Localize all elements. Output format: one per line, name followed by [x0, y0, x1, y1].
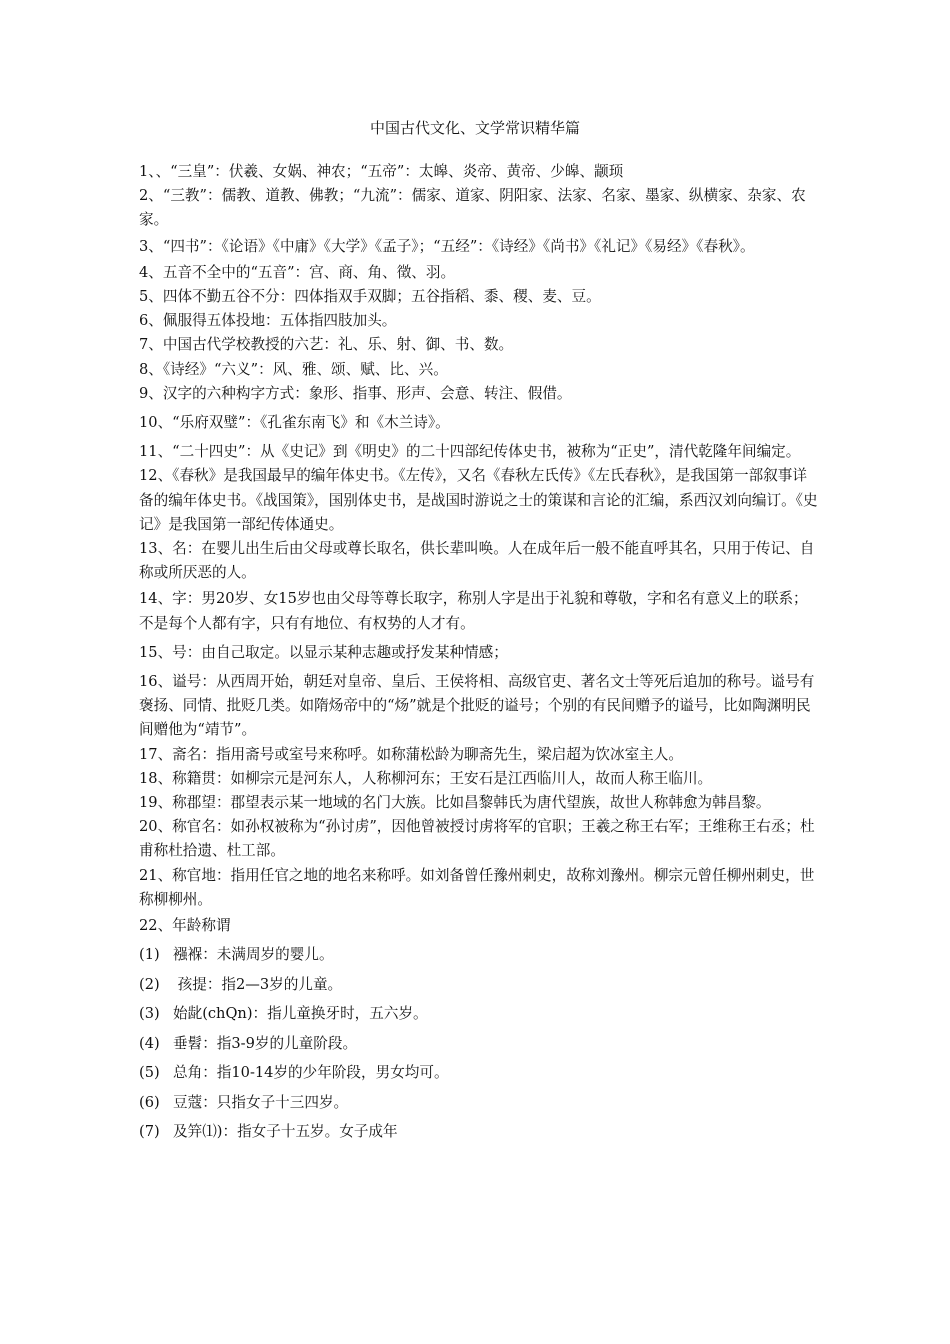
age-term-text: 及笄⑴)：指女子十五岁。女子成年 — [173, 1123, 398, 1141]
list-item: 21、称官地：指用任官之地的地名来称呼。如刘备曾任豫州刺史，故称刘豫州。柳宗元曾任柳州刺史，世称柳柳州。 — [139, 866, 815, 908]
list-item: 6、佩服得五体投地：五体指四肢加头。 — [139, 312, 397, 330]
age-term-number: (5) — [139, 1064, 160, 1082]
age-term-number: (1) — [139, 946, 160, 964]
list-item: 17、斋名：指用斋号或室号来称呼。如称蒲松龄为聊斋先生，梁启超为饮冰室主人。 — [139, 745, 683, 763]
list-item: 14、字：男20岁、女15岁也由父母等尊长取字，称别人字是出于礼貌和尊敬，字和名有意义上的联系；不是每个人都有字，只有有地位、有权势的人才有。 — [139, 590, 808, 632]
document-title: 中国古代文化、文学常识精华篇 — [369, 119, 580, 137]
age-term-item — [139, 973, 819, 998]
age-term-item — [139, 1002, 819, 1027]
list-item: 8、《诗经》“六义”：风、雅、颂、赋、比、兴。 — [139, 360, 448, 378]
list-item: 4、五音不全中的“五音”：宫、商、角、徵、羽。 — [139, 263, 456, 281]
list-item: 22、年龄称谓 — [139, 917, 231, 935]
list-item: 11、“二十四史”：从《史记》到《明史》的二十四部纪传体史书，被称为“正史”，清代乾隆年间编定。 — [139, 443, 801, 461]
age-term-number: (3) — [139, 1005, 160, 1023]
list-item: 5、四体不勤五谷不分：四体指双手双脚；五谷指稻、黍、稷、麦、豆。 — [139, 288, 601, 306]
list-item: 10、“乐府双璧”：《孔雀东南飞》和《木兰诗》。 — [139, 414, 450, 432]
list-item: 1、、“三皇”：伏羲、女娲、神农；“五帝”：太皞、炎帝、黄帝、少皞、颛顼 — [139, 163, 624, 180]
age-term-item — [139, 1061, 819, 1086]
list-item: 13、名：在婴儿出生后由父母或尊长取名，供长辈叫唤。人在成年后一般不能直呼其名，只用于传记、自称或所厌恶的人。 — [139, 540, 815, 582]
age-term-item — [139, 1091, 819, 1116]
age-term-item — [139, 943, 819, 968]
age-term-text: 始龀(chQn)：指儿童换牙时，五六岁。 — [173, 1005, 428, 1023]
list-item: 2、“三教”：儒教、道教、佛教；“九流”：儒家、道家、阴阳家、法家、名家、墨家、纵横家、杂家、农家。 — [139, 187, 806, 229]
age-term-item — [139, 1120, 819, 1145]
age-term-text: 豆蔻：只指女子十三四岁。 — [173, 1093, 349, 1111]
list-item: 20、称官名：如孙权被称为“孙讨虏”，因他曾被授讨虏将军的官职；王羲之称王右军；王维称王右丞；杜甫称杜拾遗、杜工部。 — [139, 818, 815, 860]
age-term-number: (2) — [139, 975, 160, 993]
list-item: 18、称籍贯：如柳宗元是河东人，人称柳河东；王安石是江西临川人，故而人称王临川。 — [139, 769, 713, 787]
age-term-number: (4) — [139, 1034, 160, 1052]
list-item: 7、中国古代学校教授的六艺：礼、乐、射、御、书、数。 — [139, 336, 514, 354]
age-term-text: 孩提：指2—3岁的儿童。 — [173, 975, 343, 993]
age-term-number: (6) — [139, 1093, 160, 1111]
age-term-text: 垂髫：指3-9岁的儿童阶段。 — [173, 1034, 358, 1052]
age-term-item — [139, 1032, 819, 1057]
age-term-number: (7) — [139, 1123, 160, 1141]
list-item: 19、称郡望：郡望表示某一地域的名门大族。比如昌黎韩氏为唐代望族，故世人称韩愈为韩昌黎。 — [139, 794, 771, 812]
list-item: 16、谥号：从西周开始，朝廷对皇帝、皇后、王侯将相、高级官吏、著名文士等死后追加的称号。谥号有褒扬、同情、批贬几类。如隋炀帝中的“炀”就是个批贬的谥号；个别的有民间赠予的谥号，比如陶渊明民间赠他为“靖节”。 — [139, 673, 815, 739]
list-item: 9、汉字的六种构字方式：象形、指事、形声、会意、转注、假借。 — [139, 384, 572, 402]
age-term-text: 总角：指10-14岁的少年阶段，男女均可。 — [173, 1064, 449, 1082]
document-body — [139, 160, 819, 1145]
age-term-text: 襁褓：未满周岁的婴儿。 — [173, 946, 334, 964]
list-item: 15、号：由自己取定。以显示某种志趣或抒发某种情感； — [139, 643, 508, 661]
list-item: 12、《春秋》是我国最早的编年体史书。《左传》，又名《春秋左氏传》《左氏春秋》，是我国第一部叙事详备的编年体史书。《战国策》，国别体史书，是战国时游说之士的策谋和言论的汇编，系西汉刘向编订。《史记》是我国第一部纪传体通史。 — [139, 467, 818, 533]
list-item: 3、“四书”：《论语》《中庸》《大学》《孟子》；“五经”：《诗经》《尚书》《礼记》《易经》《春秋》。 — [139, 237, 755, 255]
